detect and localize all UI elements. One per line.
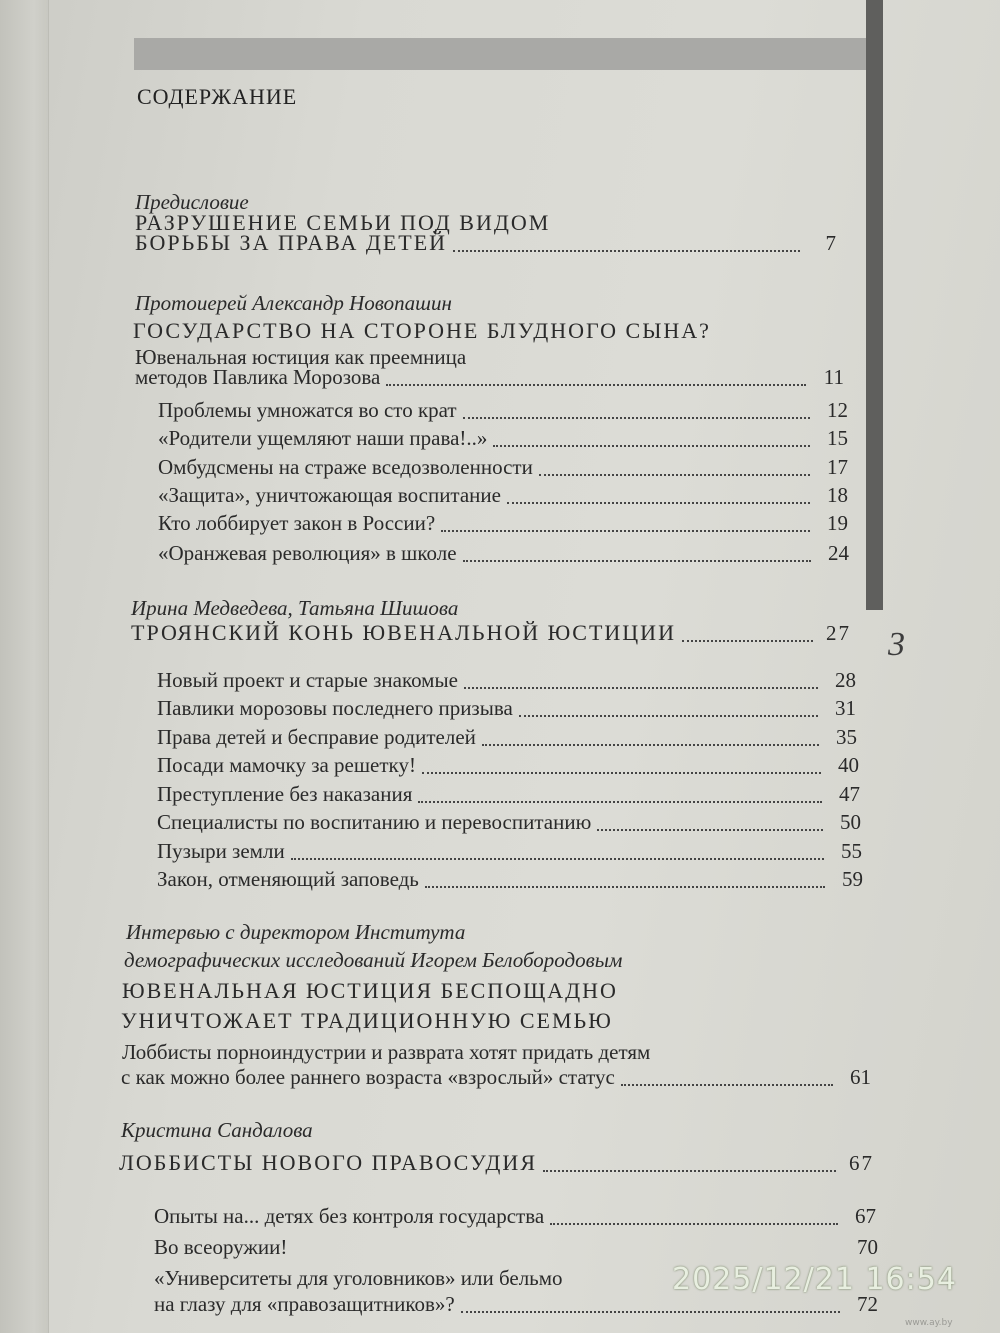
entry-label: Преступление без наказания xyxy=(157,782,413,806)
toc-entry xyxy=(157,838,862,864)
entry-page: 67 xyxy=(855,1204,876,1228)
section-author: Кристина Сандалова xyxy=(121,1118,313,1142)
section-subtitle: Ювенальная юстиция как преемница xyxy=(135,345,467,369)
toc-entry xyxy=(131,620,851,646)
dot-leader xyxy=(543,1169,836,1172)
dot-leader xyxy=(682,639,813,642)
section-author: Ирина Медведева, Татьяна Шишова xyxy=(131,596,459,620)
toc-entry xyxy=(158,510,848,536)
toc-entry xyxy=(154,1234,878,1260)
dot-leader xyxy=(519,714,818,717)
toc-entry xyxy=(157,809,861,835)
entry-label: методов Павлика Морозова xyxy=(135,365,381,389)
side-bar xyxy=(866,0,883,610)
entry-label: Права детей и бесправие родителей xyxy=(157,725,476,749)
entry-page: 72 xyxy=(857,1292,878,1316)
entry-label: Специалисты по воспитанию и перевоспитанию xyxy=(157,810,592,834)
dot-leader xyxy=(425,885,825,888)
entry-page: 28 xyxy=(835,668,856,692)
entry-label: Кто лоббирует закон в России? xyxy=(158,511,436,535)
entry-page: 59 xyxy=(842,867,863,891)
entry-label: Посади мамочку за решетку! xyxy=(157,753,416,777)
contents-title: СОДЕРЖАНИЕ xyxy=(137,84,298,109)
section-title: ЮВЕНАЛЬНАЯ ЮСТИЦИЯ БЕСПОЩАДНО xyxy=(122,978,618,1003)
section-author: Протоиерей Александр Новопашин xyxy=(135,291,452,315)
page-number: 3 xyxy=(888,626,905,663)
entry-label: Опыты на... детях без контроля государства xyxy=(154,1204,545,1228)
section-author: демографических исследований Игорем Белобородовым xyxy=(124,948,623,972)
header-band xyxy=(134,38,866,70)
section-author: Интервью с директором Института xyxy=(126,920,466,944)
dot-leader xyxy=(418,800,822,803)
book-spine-edge xyxy=(0,0,49,1333)
entry-page: 18 xyxy=(827,483,848,507)
dot-leader xyxy=(293,1253,840,1256)
dot-leader xyxy=(482,743,819,746)
dot-leader xyxy=(464,686,818,689)
toc-entry xyxy=(158,397,848,423)
toc-entry xyxy=(119,1150,874,1176)
dot-leader xyxy=(453,249,800,252)
entry-label: «Оранжевая революция» в школе xyxy=(158,541,457,565)
entry-label: на глазу для «правозащитников»? xyxy=(154,1292,455,1316)
toc-entry xyxy=(157,866,863,892)
entry-label: Проблемы умножатся во сто крат xyxy=(158,398,457,422)
dot-leader xyxy=(621,1083,833,1086)
entry-page: 40 xyxy=(838,753,859,777)
toc-entry xyxy=(157,724,857,750)
toc-entry xyxy=(121,1064,871,1090)
entry-page: 15 xyxy=(827,426,848,450)
toc-entry xyxy=(135,364,844,390)
entry-label: Пузыри земли xyxy=(157,839,285,863)
dot-leader xyxy=(291,857,824,860)
dot-leader xyxy=(550,1222,838,1225)
entry-page: 7 xyxy=(825,231,838,255)
entry-page: 11 xyxy=(823,365,844,389)
dot-leader xyxy=(463,559,811,562)
toc-entry xyxy=(157,781,860,807)
entry-page: 31 xyxy=(835,696,856,720)
toc-entry xyxy=(158,425,848,451)
entry-label: Закон, отменяющий заповедь xyxy=(157,867,419,891)
entry-page: 61 xyxy=(850,1065,871,1089)
entry-page: 67 xyxy=(849,1151,874,1175)
photo-timestamp: 2025/12/21 16:54 xyxy=(672,1262,957,1297)
section-title: УНИЧТОЖАЕТ ТРАДИЦИОННУЮ СЕМЬЮ xyxy=(121,1008,613,1033)
dot-leader xyxy=(386,383,806,386)
dot-leader xyxy=(463,416,810,419)
site-watermark: www.ay.by xyxy=(905,1318,953,1328)
toc-entry xyxy=(157,752,859,778)
toc-entry xyxy=(135,230,838,256)
entry-page: 24 xyxy=(828,541,849,565)
entry-page: 50 xyxy=(840,810,861,834)
dot-leader xyxy=(493,444,810,447)
entry-page: 70 xyxy=(857,1235,878,1259)
entry-page: 27 xyxy=(826,621,851,645)
toc-entry xyxy=(158,482,848,508)
entry-page: 17 xyxy=(827,455,848,479)
dot-leader xyxy=(441,529,810,532)
section-title: ГОСУДАРСТВО НА СТОРОНЕ БЛУДНОГО СЫНА? xyxy=(133,318,711,343)
dot-leader xyxy=(539,473,810,476)
entry-label: БОРЬБЫ ЗА ПРАВА ДЕТЕЙ xyxy=(135,230,448,255)
dot-leader xyxy=(461,1310,840,1313)
entry-label: Во всеоружии! xyxy=(154,1235,288,1259)
entry-label: «Защита», уничтожающая воспитание xyxy=(158,483,501,507)
entry-page: 47 xyxy=(839,782,860,806)
toc-entry xyxy=(158,454,848,480)
entry-page: 55 xyxy=(841,839,862,863)
entry-label: Омбудсмены на страже вседозволенности xyxy=(158,455,533,479)
entry-label: Павлики морозовы последнего призыва xyxy=(157,696,513,720)
entry-label: «Родители ущемляют наши права!..» xyxy=(158,426,488,450)
section-title: РАЗРУШЕНИЕ СЕМЬИ ПОД ВИДОМ xyxy=(135,210,551,235)
dot-leader xyxy=(422,771,821,774)
entry-page: 35 xyxy=(836,725,857,749)
toc-entry xyxy=(157,667,856,693)
dot-leader xyxy=(597,828,823,831)
entry-label: с как можно более раннего возраста «взрослый» статус xyxy=(121,1065,615,1089)
entry-label: ЛОББИСТЫ НОВОГО ПРАВОСУДИЯ xyxy=(119,1150,537,1175)
toc-entry xyxy=(158,540,849,566)
entry-label: ТРОЯНСКИЙ КОНЬ ЮВЕНАЛЬНОЙ ЮСТИЦИИ xyxy=(131,620,676,645)
section-author: Предисловие xyxy=(135,190,249,214)
entry-label: Новый проект и старые знакомые xyxy=(157,668,458,692)
entry-page: 19 xyxy=(827,511,848,535)
section-subtitle: Лоббисты порноиндустрии и разврата хотят придать детям xyxy=(122,1040,651,1064)
entry-page: 12 xyxy=(827,398,848,422)
entry-label: «Университеты для уголовников» или бельмо xyxy=(154,1266,563,1290)
toc-entry xyxy=(154,1203,876,1229)
toc-entry xyxy=(157,695,856,721)
dot-leader xyxy=(507,501,810,504)
